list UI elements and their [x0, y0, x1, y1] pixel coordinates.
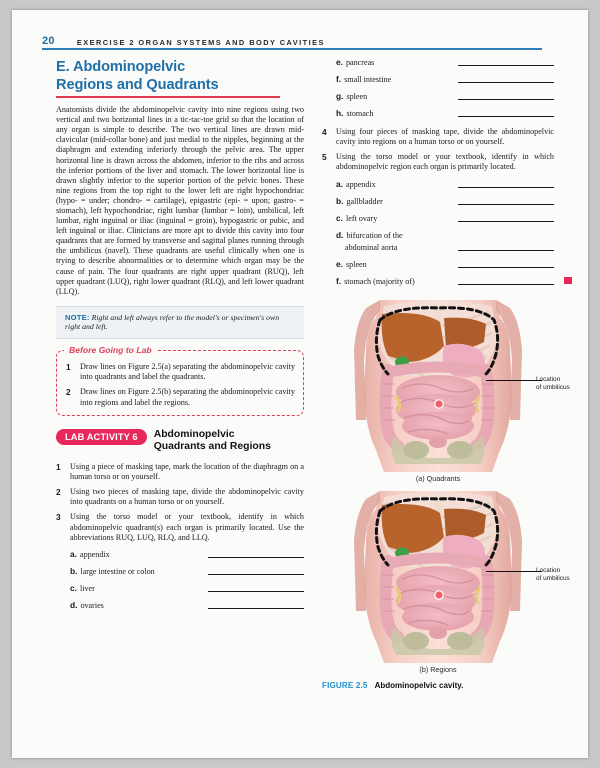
pelvis-foramen-left: [403, 441, 429, 459]
answer-blank[interactable]: [458, 204, 554, 205]
answer-blank[interactable]: [208, 557, 304, 558]
answer-organ-name: appendix: [346, 179, 376, 189]
answer-letter: c.: [70, 583, 77, 594]
answer-organ-name: spleen: [346, 259, 367, 269]
lab-step: [56, 487, 304, 507]
figure-b-image: [340, 491, 570, 663]
answer-organ-name: spleen: [346, 92, 368, 102]
quadrant-organ-answer-list-cont: [322, 58, 554, 119]
urinary-bladder: [429, 627, 447, 639]
answer-row: [336, 260, 554, 270]
answer-letter: h.: [336, 108, 344, 119]
list-number: 2: [56, 487, 61, 498]
umbilicus-marker: [435, 400, 443, 408]
torso-anatomy-illustration-b: [340, 491, 536, 663]
answer-blank[interactable]: [458, 267, 554, 268]
umbilicus-label-line1: Location: [536, 376, 561, 384]
lab-step: [322, 152, 554, 172]
quadrant-organ-answer-list: [56, 550, 304, 611]
textbook-page: [12, 10, 588, 758]
answer-letter: c.: [336, 212, 343, 223]
list-text: Using a piece of masking tape, mark the location of the diaphragm on a human torso or on yourself.: [70, 461, 304, 481]
answer-letter: b.: [336, 195, 344, 206]
umbilicus-marker: [435, 591, 443, 599]
answer-blank[interactable]: [458, 116, 554, 117]
answer-letter: f.: [336, 275, 342, 286]
answer-organ-name: stomach (majority of): [344, 276, 415, 286]
section-heading-line1: E. Abdominopelvic: [56, 59, 186, 75]
note-label: NOTE:: [65, 312, 90, 322]
figure-quadrants: [322, 300, 570, 484]
answer-row: [336, 277, 554, 287]
lab-step: [56, 512, 304, 543]
answer-organ-name: left ovary: [346, 213, 378, 223]
figure-caption: [322, 681, 554, 690]
answer-organ-name-line2: abdominal aorta: [345, 242, 398, 252]
end-of-section-marker-icon: [564, 277, 572, 284]
figure-a-image: [340, 300, 570, 472]
lab-activity-title-line1: Abdominopelvic: [153, 428, 235, 440]
answer-blank[interactable]: [458, 284, 554, 285]
lab-step: [56, 462, 304, 482]
answer-row: [70, 550, 304, 560]
umbilicus-label-a: [536, 376, 588, 391]
list-number: 3: [56, 512, 61, 523]
answer-letter: d.: [70, 600, 78, 611]
figure-regions: [322, 491, 570, 675]
before-lab-item: [66, 387, 295, 407]
answer-organ-name: pancreas: [346, 58, 375, 67]
lab-step: [322, 127, 554, 147]
answer-letter: a.: [70, 549, 77, 560]
umbilicus-label-line1: Location: [536, 567, 561, 575]
list-text: Draw lines on Figure 2.5(a) separating the abdominopelvic cavity into quadrants and label the quadrants.: [80, 362, 295, 382]
answer-blank[interactable]: [458, 187, 554, 188]
answer-blank[interactable]: [208, 574, 304, 575]
right-column: [322, 57, 570, 691]
answer-blank[interactable]: [458, 99, 554, 100]
lab-activity-title: [154, 429, 271, 454]
answer-row: [70, 601, 304, 611]
before-going-to-lab-box: [56, 345, 304, 416]
umbilicus-leader-line: [486, 571, 542, 572]
urinary-bladder: [429, 436, 447, 448]
answer-row: [70, 567, 304, 577]
answer-row: [336, 58, 554, 68]
note-box: [56, 306, 304, 339]
running-head: [42, 32, 542, 50]
transverse-colon: [390, 558, 484, 563]
lab-steps-list-cont: [322, 127, 554, 173]
running-head-title: EXERCISE 2 ORGAN SYSTEMS AND BODY CAVITIES: [76, 38, 325, 47]
list-number: 1: [56, 461, 61, 472]
figure-a-subcaption: (a) Quadrants: [415, 474, 461, 484]
answer-row: [336, 197, 554, 207]
umbilicus-leader-line: [486, 380, 542, 381]
figure-b-subcaption: (b) Regions: [419, 665, 457, 675]
list-text: Using two pieces of masking tape, divide the abdominopelvic cavity into quadrants on a human torso or on yourself.: [70, 487, 304, 507]
lab-steps-list: [56, 462, 304, 543]
lab-activity-header: [56, 429, 304, 454]
answer-letter: g.: [336, 91, 344, 102]
answer-organ-name: small intestine: [344, 75, 392, 85]
answer-letter: f.: [336, 74, 342, 85]
list-number: 1: [66, 362, 71, 373]
pelvis-foramen-right: [447, 441, 473, 459]
answer-letter: e.: [336, 258, 343, 269]
list-text: Using four pieces of masking tape, divide the abdominopelvic cavity into regions on a human torso or on yourself.: [336, 126, 554, 147]
answer-blank[interactable]: [208, 591, 304, 592]
list-number: 2: [66, 387, 71, 398]
answer-organ-name: ovaries: [80, 601, 104, 611]
section-heading: [56, 58, 304, 94]
answer-row: [336, 109, 554, 119]
transverse-colon: [390, 367, 484, 372]
answer-organ-name: large intestine or colon: [80, 567, 155, 577]
figure-caption-text: Abdominopelvic cavity.: [374, 681, 464, 691]
umbilicus-label-line2: of umbilicus: [536, 574, 570, 582]
answer-organ-name: liver: [80, 584, 95, 594]
answer-organ-name: bifurcation of the: [346, 230, 403, 240]
answer-blank[interactable]: [458, 82, 554, 83]
figure-caption-number: FIGURE 2.5: [322, 681, 368, 691]
answer-letter: a.: [336, 178, 343, 189]
pelvis-foramen-left: [403, 632, 429, 650]
answer-row: [336, 214, 554, 224]
answer-row: [336, 75, 554, 85]
list-text: Using the torso model or your textbook, identify in which abdominopelvic region each organ is primarily located.: [336, 152, 554, 172]
answer-row: [336, 92, 554, 102]
answer-row: [70, 584, 304, 594]
lab-activity-badge: LAB ACTIVITY 6: [56, 429, 147, 446]
region-organ-answer-list: [322, 180, 554, 287]
before-lab-item: [66, 362, 295, 382]
left-column: [56, 58, 304, 618]
answer-organ-name: gallbladder: [346, 196, 383, 206]
page-number: 20: [42, 35, 55, 47]
heading-underline-rule: [56, 96, 280, 98]
torso-anatomy-illustration-a: [340, 300, 536, 472]
answer-blank[interactable]: [458, 65, 554, 66]
answer-organ-name: stomach: [346, 109, 374, 119]
answer-organ-name: appendix: [80, 550, 110, 560]
list-text: Draw lines on Figure 2.5(b) separating the abdominopelvic cavity into regions and label the regions.: [80, 387, 295, 407]
answer-letter: e.: [336, 57, 343, 67]
pelvis-foramen-right: [447, 632, 473, 650]
answer-row: [336, 180, 554, 190]
answer-blank[interactable]: [458, 250, 554, 251]
answer-letter: d.: [336, 229, 344, 240]
before-lab-list: [66, 362, 295, 408]
before-going-to-lab-title: Before Going to Lab: [64, 345, 157, 355]
list-number: 5: [322, 152, 327, 163]
answer-blank[interactable]: [208, 608, 304, 609]
answer-letter: b.: [70, 566, 78, 577]
list-number: 4: [322, 126, 327, 137]
list-text: Using the torso model or your textbook, identify in which abdominopelvic quadrant(s) each organ is primarily located. Use the abbreviations RUQ, LUQ, RLQ, and LLQ.: [70, 512, 304, 542]
section-heading-line2: Regions and Quadrants: [56, 77, 219, 94]
answer-row: [336, 231, 554, 252]
umbilicus-label-line2: of umbilicus: [536, 383, 570, 391]
lab-activity-title-line2: Quadrants and Regions: [153, 441, 271, 453]
section-paragraph: Anatomists divide the abdominopelvic cavity into nine regions using two vertical and two horizontal lines in a tic-tac-toe grid so that the location of any organ is simple to describe. The two vertical lines are drawn mid-clavicular (mid-collar bone) and just medial to the nipples, beginning at the diaphragm and extending inferiorly through the pelvic area. The upper horizontal line is drawn across the abdomen, inferior to the ribs and across the inferior portions of the liver and stomach. The lower horizontal line is drawn slightly inferior to the superior portion of the pelvic bones. These nine regions from the top right to the lower left are right hypochondriac (hypo- = under; chondro- = cartilage), epigastric (epi- = upon; gastro- = stomach), left hypochondriac, right lumbar (lumbar = loin), umbilical, left lumbar, right inguinal or iliac (inguinal = groin), hypogastric or pubic, and left inguinal or iliac. Clinicians are more apt to divide this cavity into four quadrants that are formed by transverse and sagittal planes running through the umbilicus (navel). These quadrants are useful clinically when one is trying to describe abnormalities or to determine which organ may be the cause of pain. The four quadrants are right upper quadrant (RUQ), left upper quadrant (LUQ), right lower quadrant (RLQ), and left lower quadrant (LLQ).: [56, 105, 304, 296]
note-text: Right and left always refer to the model's or specimen's own right and left.: [65, 312, 280, 332]
umbilicus-label-b: [536, 567, 588, 582]
answer-blank[interactable]: [458, 221, 554, 222]
